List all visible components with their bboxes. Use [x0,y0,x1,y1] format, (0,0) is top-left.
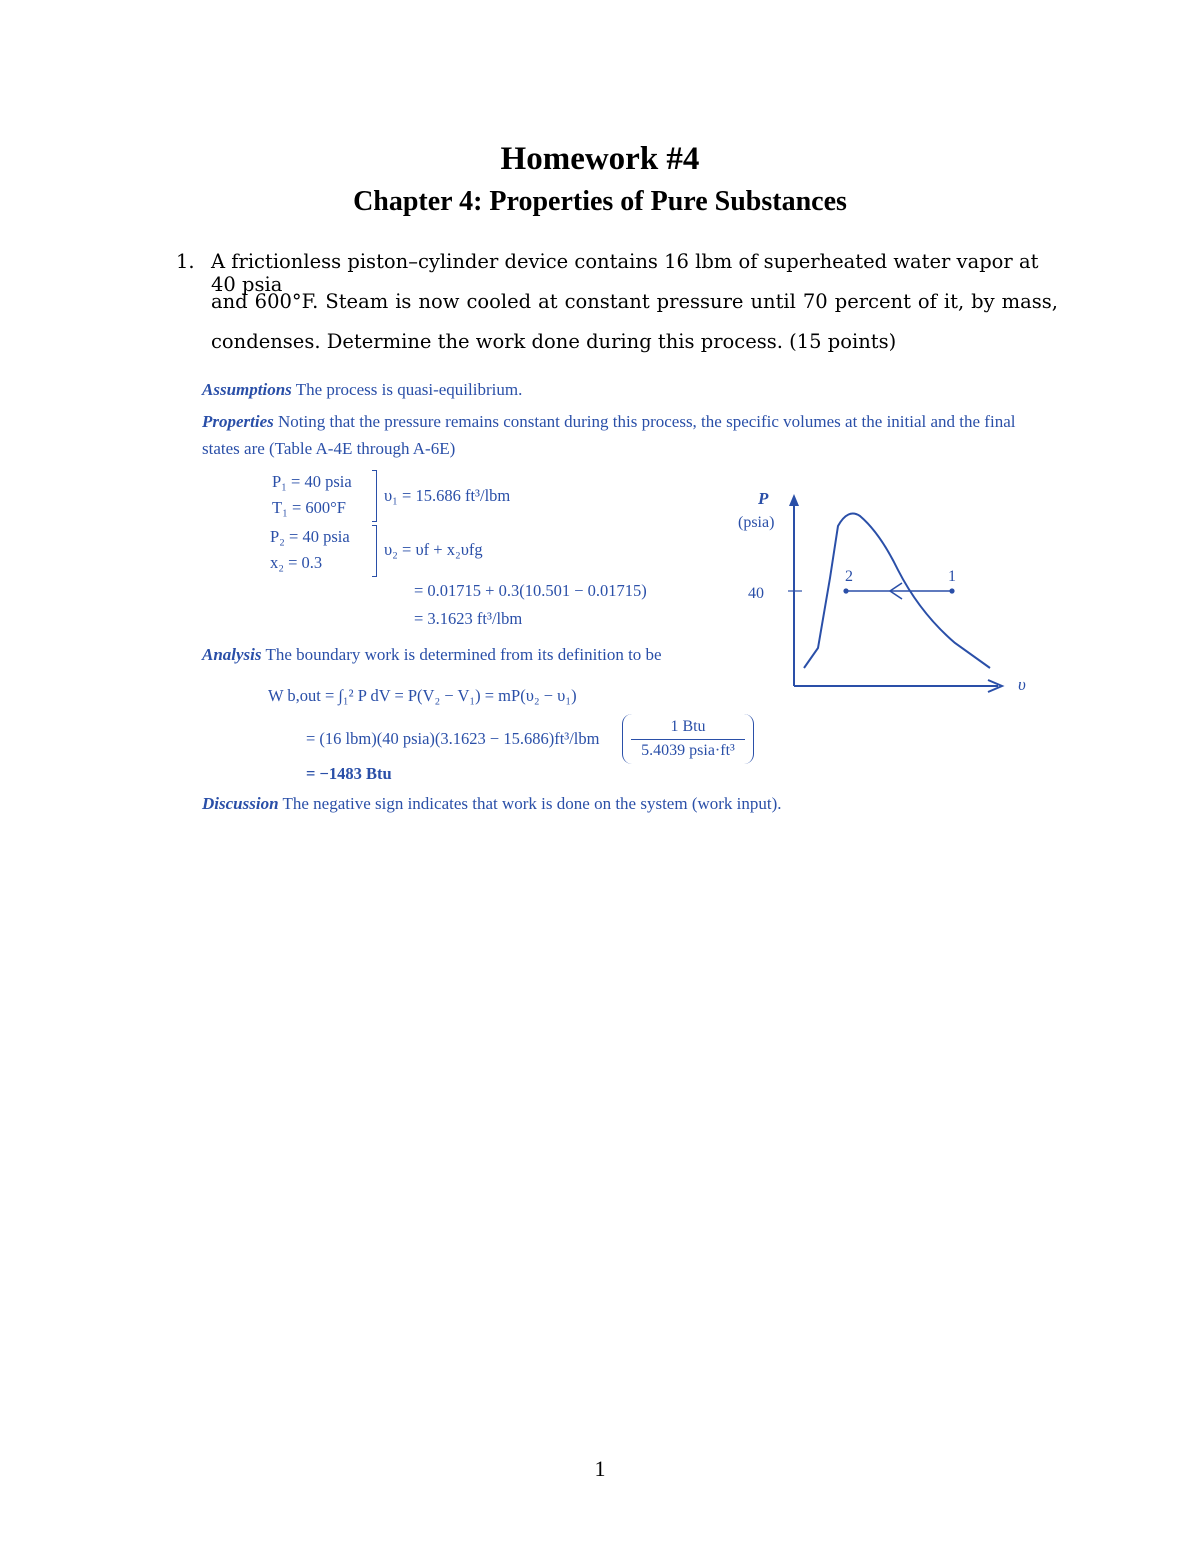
pressure-tick-label: 40 [748,585,764,602]
conversion-factor [622,714,754,764]
state1-specific-volume: υ₁ = 15.686 ft³/lbm [384,486,511,505]
work-result: = −1483 Btu [306,764,392,783]
x-axis-label: υ [1018,675,1026,694]
work-equation-definition: W b,out = ∫₁² P dV = P(V₂ − V₁) = mP(υ₂ − υ₁) [268,686,577,705]
conversion-denominator: 5.4039 psia·ft³ [641,742,735,759]
state2-pressure: P₂ = 40 psia [270,527,350,546]
state1-pressure: P₁ = 40 psia [272,472,352,491]
problem-line-2: and 600°F. Steam is now cooled at constant pressure until 70 percent of it, by mass, [211,290,1058,313]
properties-paragraph [202,412,1015,432]
state-1-label: 1 [948,568,956,585]
problem-line-1: A frictionless piston–cylinder device contains 16 lbm of superheated water vapor at 40 psia [211,250,1039,296]
chapter-subtitle: Chapter 4: Properties of Pure Substances [353,186,847,217]
properties-text-1: Noting that the pressure remains constant during this process, the specific volumes at the initial and the final [278,412,1016,431]
state2-result: = 3.1623 ft³/lbm [414,609,523,628]
pv-diagram [720,478,1040,698]
work-equation-substitution: = (16 lbm)(40 psia)(3.1623 − 15.686)ft³/lbm [306,729,600,748]
conversion-numerator: 1 Btu [670,718,706,735]
y-axis-unit: (psia) [738,514,775,531]
assumptions-text: The process is quasi-equilibrium. [295,380,523,399]
assumptions-label: Assumptions [202,380,292,399]
discussion-text: The negative sign indicates that work is done on the system (work input). [282,794,782,813]
page-title: Homework #4 [500,141,700,177]
discussion-label: Discussion [202,794,279,813]
state2-specific-volume: υ₂ = υf + x₂υfg [384,540,483,559]
state-1-point [949,588,954,593]
analysis-text: The boundary work is determined from its definition to be [265,645,662,664]
discussion-paragraph [202,794,782,814]
problem-number: 1. [176,250,195,273]
fraction-bar [631,739,745,740]
properties-text-2: states are (Table A-4E through A-6E) [202,439,456,458]
properties-label: Properties [202,412,274,431]
page-number: 1 [594,1456,606,1481]
analysis-paragraph [202,645,662,665]
analysis-label: Analysis [202,645,262,664]
y-axis-label: P [758,489,769,508]
state2-brace [372,525,377,577]
state1-brace [372,470,377,522]
state-2-label: 2 [845,568,853,585]
problem-line-3: condenses. Determine the work done during this process. (15 points) [211,330,897,353]
state2-quality: x₂ = 0.3 [270,553,323,572]
state1-temperature: T₁ = 600°F [272,498,346,517]
state-2-point [843,588,848,593]
state2-calculation: = 0.01715 + 0.3(10.501 − 0.01715) [414,581,647,600]
assumptions-paragraph [202,380,522,400]
y-axis-arrow [789,494,799,506]
